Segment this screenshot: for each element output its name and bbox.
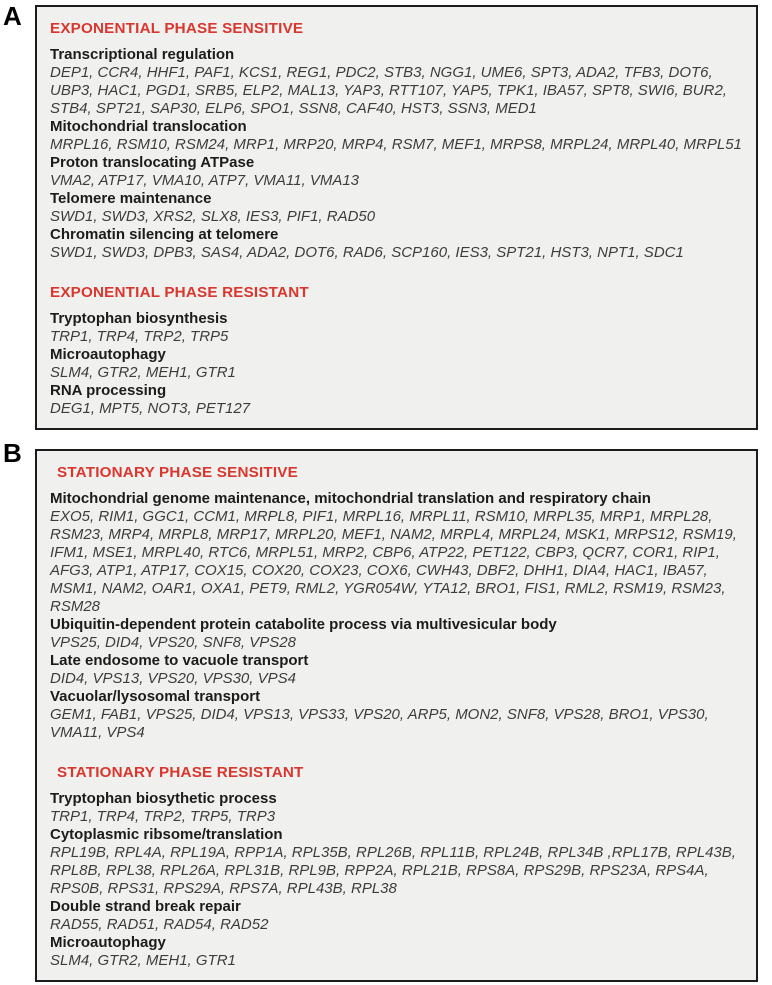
category-title: Microautophagy bbox=[50, 346, 166, 363]
gene-group bbox=[50, 790, 744, 826]
gene-list: GEM1, FAB1, VPS25, DID4, VPS13, VPS33, VPS20, ARP5, MON2, SNF8, VPS28, BRO1, VPS30, VMA11, VPS4 bbox=[50, 706, 709, 741]
section-exponential-phase-resistant bbox=[50, 284, 744, 418]
category-title: RNA processing bbox=[50, 382, 167, 399]
gene-group bbox=[50, 46, 744, 118]
gene-group bbox=[50, 898, 744, 934]
gene-list: DEP1, CCR4, HHF1, PAF1, KCS1, REG1, PDC2, STB3, NGG1, UME6, SPT3, ADA2, TFB3, DOT6, UBP3, HAC1, PGD1, SRB5, ELP2, MAL13, YAP3, RTT107, YAP5, TPK1, IBA57, SPT8, SWI6, BUR2, STB4, SPT21, SAP30, ELP6, SPO1, SSN8, CAF40, HST3, SSN3, MED1 bbox=[50, 64, 727, 117]
gene-group bbox=[50, 688, 744, 742]
category-title: Late endosome to vacuole transport bbox=[50, 652, 309, 669]
panel-a-box bbox=[35, 5, 758, 430]
gene-list: VPS25, DID4, VPS20, SNF8, VPS28 bbox=[50, 634, 296, 651]
gene-group bbox=[50, 226, 744, 262]
gene-group bbox=[50, 826, 744, 898]
gene-group bbox=[50, 616, 744, 652]
category-title: Microautophagy bbox=[50, 934, 166, 951]
category-title: Tryptophan biosythetic process bbox=[50, 790, 277, 807]
gene-list: SWD1, SWD3, XRS2, SLX8, IES3, PIF1, RAD50 bbox=[50, 208, 376, 225]
panel-b-label: B bbox=[3, 438, 22, 468]
section-stationary-phase-sensitive bbox=[50, 464, 744, 742]
gene-group bbox=[50, 346, 744, 382]
category-title: Cytoplasmic ribsome/translation bbox=[50, 826, 283, 843]
gene-list: RPL19B, RPL4A, RPL19A, RPP1A, RPL35B, RPL26B, RPL11B, RPL24B, RPL34B ,RPL17B, RPL43B, RPL8B, RPL38, RPL26A, RPL31B, RPL9B, RPP2A, RPL21B, RPS8A, RPS29B, RPS23A, RPS4A, RPS0B, RPS31, RPS29A, RPS7A, RPL43B, RPL38 bbox=[50, 844, 736, 897]
gene-group bbox=[50, 118, 744, 154]
section-header: EXPONENTIAL PHASE SENSITIVE bbox=[50, 20, 304, 37]
gene-list: DID4, VPS13, VPS20, VPS30, VPS4 bbox=[50, 670, 296, 687]
gene-list: MRPL16, RSM10, RSM24, MRP1, MRP20, MRP4, RSM7, MEF1, MRPS8, MRPL24, MRPL40, MRPL51 bbox=[50, 136, 742, 153]
panel-a-label: A bbox=[3, 1, 22, 31]
category-title: Tryptophan biosynthesis bbox=[50, 310, 228, 327]
gene-list: TRP1, TRP4, TRP2, TRP5, TRP3 bbox=[50, 808, 276, 825]
category-title: Double strand break repair bbox=[50, 898, 241, 915]
category-title: Mitochondrial genome maintenance, mitochondrial translation and respiratory chain bbox=[50, 490, 651, 507]
gene-list: RAD55, RAD51, RAD54, RAD52 bbox=[50, 916, 269, 933]
category-title: Telomere maintenance bbox=[50, 190, 212, 207]
category-title: Vacuolar/lysosomal transport bbox=[50, 688, 261, 705]
gene-group bbox=[50, 490, 744, 616]
section-header: STATIONARY PHASE SENSITIVE bbox=[57, 464, 298, 481]
category-title: Transcriptional regulation bbox=[50, 46, 235, 63]
gene-list: SLM4, GTR2, MEH1, GTR1 bbox=[50, 364, 236, 381]
category-title: Proton translocating ATPase bbox=[50, 154, 255, 171]
gene-group bbox=[50, 310, 744, 346]
category-title: Mitochondrial translocation bbox=[50, 118, 247, 135]
gene-list: EXO5, RIM1, GGC1, CCM1, MRPL8, PIF1, MRPL16, MRPL11, RSM10, MRPL35, MRP1, MRPL28, RSM23, MRP4, MRPL8, MRP17, MRPL20, MEF1, NAM2, MRPL4, MRPL24, MSK1, MRPS12, RSM19, IFM1, MSE1, MRPL40, RTC6, MRPL51, MRP2, CBP6, ATP22, PET122, CBP3, QCR7, COR1, RIP1, AFG3, ATP1, ATP17, COX15, COX20, COX23, COX6, CWH43, DBF2, DHH1, DIA4, HAC1, IBA57, MSM1, NAM2, OAR1, OXA1, PET9, RML2, YGR054W, YTA12, BRO1, FIS1, RML2, RSM19, RSM23, RSM28 bbox=[50, 508, 737, 615]
category-title: Ubiquitin-dependent protein catabolite process via multivesicular body bbox=[50, 616, 557, 633]
section-exponential-phase-sensitive bbox=[50, 20, 744, 262]
gene-group bbox=[50, 154, 744, 190]
panel-b-box bbox=[35, 449, 758, 982]
gene-list: VMA2, ATP17, VMA10, ATP7, VMA11, VMA13 bbox=[50, 172, 360, 189]
section-header: EXPONENTIAL PHASE RESISTANT bbox=[50, 284, 309, 301]
gene-list: TRP1, TRP4, TRP2, TRP5 bbox=[50, 328, 229, 345]
category-title: Chromatin silencing at telomere bbox=[50, 226, 279, 243]
gene-group bbox=[50, 934, 744, 970]
section-header: STATIONARY PHASE RESISTANT bbox=[57, 764, 304, 781]
gene-group bbox=[50, 652, 744, 688]
gene-list: SWD1, SWD3, DPB3, SAS4, ADA2, DOT6, RAD6, SCP160, IES3, SPT21, HST3, NPT1, SDC1 bbox=[50, 244, 684, 261]
section-stationary-phase-resistant bbox=[50, 764, 744, 970]
gene-group bbox=[50, 382, 744, 418]
gene-list: SLM4, GTR2, MEH1, GTR1 bbox=[50, 952, 236, 969]
gene-group bbox=[50, 190, 744, 226]
gene-list: DEG1, MPT5, NOT3, PET127 bbox=[50, 400, 251, 417]
